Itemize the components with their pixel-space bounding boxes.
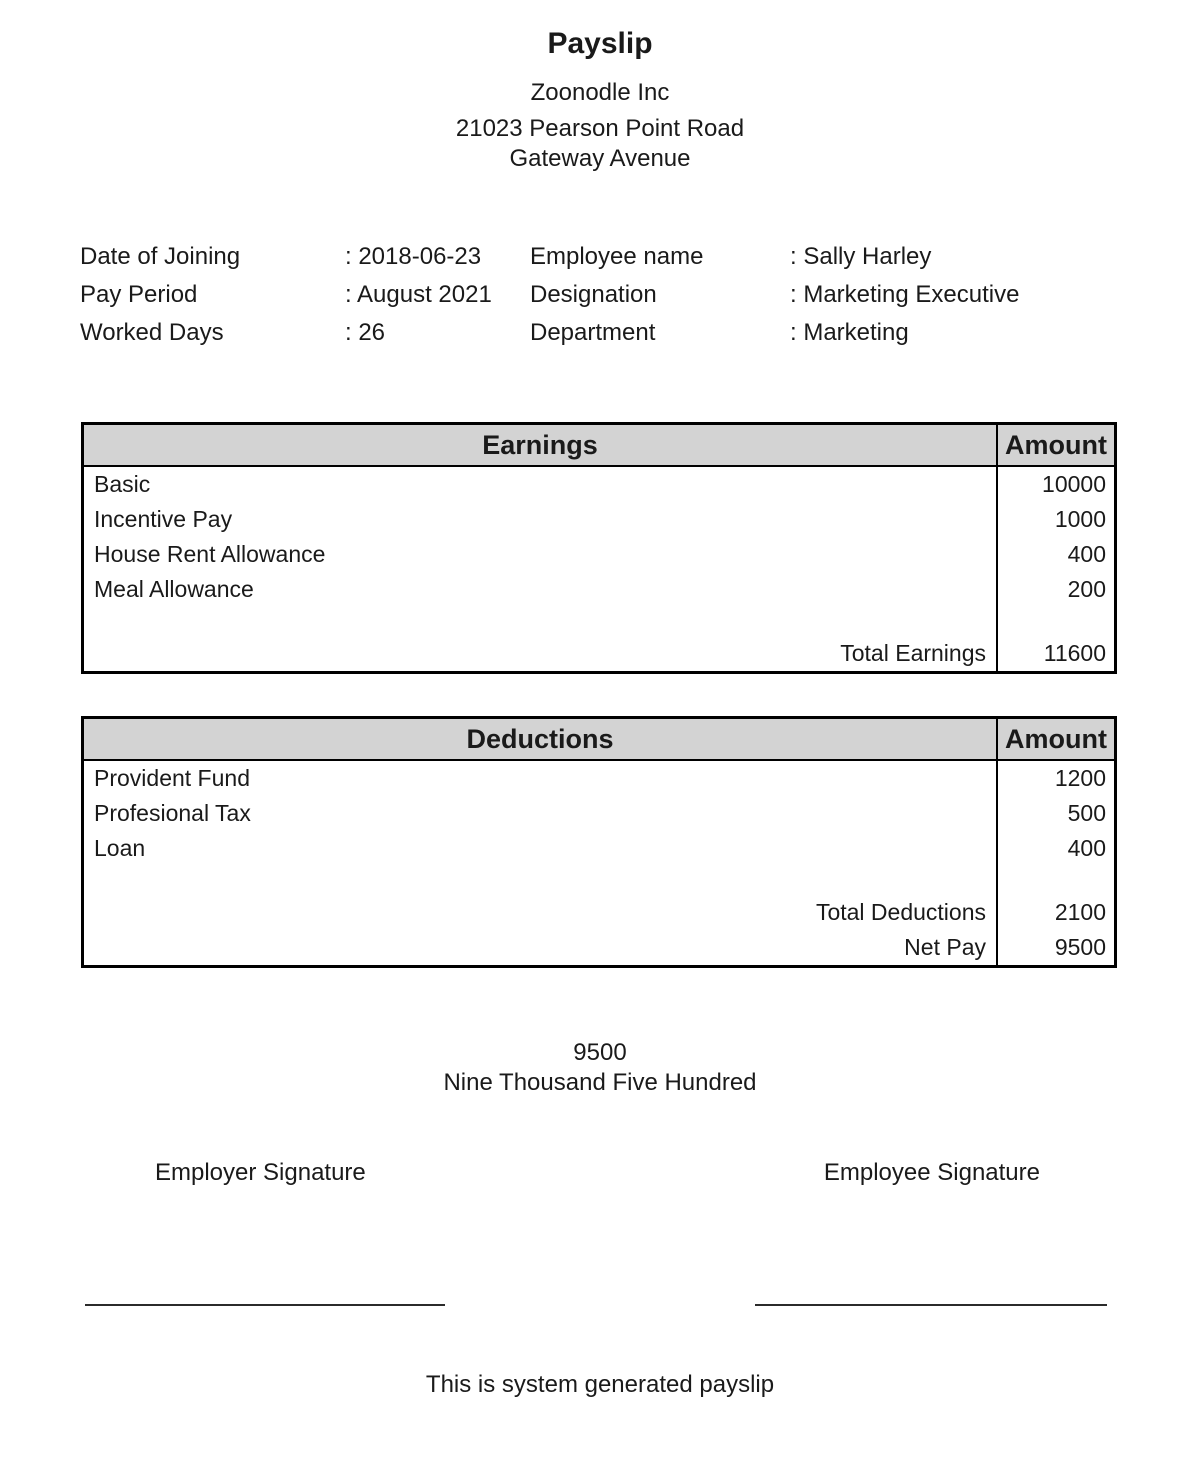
earnings-header-title: Earnings: [482, 429, 598, 460]
deduction-profesional-tax-amount: 500: [996, 796, 1114, 831]
net-pay-amount: 9500: [996, 930, 1114, 965]
worked-days-label: Worked Days: [80, 319, 224, 346]
info-row-date-of-joining: [80, 238, 530, 276]
total-earnings-amount: 11600: [996, 636, 1114, 671]
employer-signature-line: [85, 1304, 445, 1306]
department-value: : Marketing: [790, 319, 909, 346]
deductions-header-title: Deductions: [466, 723, 614, 754]
page-title: Payslip: [547, 27, 653, 60]
payslip-document: [0, 26, 1200, 1477]
earning-incentive-pay-amount: 1000: [996, 502, 1114, 537]
designation-label: Designation: [530, 281, 657, 308]
info-row-worked-days: [80, 314, 530, 352]
deductions-table-body: [84, 761, 1114, 965]
table-row: [84, 796, 1114, 831]
employee-info-section: [0, 238, 1200, 352]
company-address-line1: 21023 Pearson Point Road: [455, 115, 745, 142]
deduction-profesional-tax-label: Profesional Tax: [94, 800, 251, 826]
info-row-department: [530, 314, 1200, 352]
total-earnings-row: [84, 636, 1114, 671]
table-row: [84, 502, 1114, 537]
table-row: [84, 572, 1114, 607]
company-address-line2: Gateway Avenue: [509, 145, 691, 172]
earning-meal-allowance-amount: 200: [996, 572, 1114, 607]
system-generated-note: This is system generated payslip: [425, 1371, 775, 1398]
net-pay-label: Net Pay: [904, 934, 986, 960]
deduction-loan-amount: 400: [996, 831, 1114, 866]
deduction-provident-fund-label: Provident Fund: [94, 765, 250, 791]
deductions-table-header: [84, 719, 1114, 761]
earnings-table-body: [84, 467, 1114, 671]
date-of-joining-label: Date of Joining: [80, 243, 241, 270]
earnings-table-header: [84, 425, 1114, 467]
worked-days-value: : 26: [345, 319, 386, 346]
deductions-table: [81, 716, 1117, 968]
net-pay-words: Nine Thousand Five Hundred: [443, 1069, 757, 1096]
table-row: [84, 761, 1114, 796]
net-pay-row: [84, 930, 1114, 965]
net-pay-numeric: 9500: [573, 1039, 627, 1066]
department-label: Department: [530, 319, 656, 346]
deduction-provident-fund-amount: 1200: [996, 761, 1114, 796]
net-pay-summary: [0, 1038, 1200, 1098]
info-row-designation: [530, 276, 1200, 314]
employee-info-right-column: [530, 238, 1200, 352]
employee-name-label: Employee name: [530, 243, 704, 270]
deduction-loan-label: Loan: [94, 835, 146, 861]
info-row-employee-name: [530, 238, 1200, 276]
company-name: Zoonodle Inc: [530, 79, 670, 106]
earning-meal-allowance-label: Meal Allowance: [94, 576, 254, 602]
deductions-table-spacer: [84, 866, 1114, 895]
earning-house-rent-allowance-label: House Rent Allowance: [94, 541, 326, 567]
total-earnings-label: Total Earnings: [840, 640, 986, 666]
designation-value: : Marketing Executive: [790, 281, 1020, 308]
earning-basic-amount: 10000: [996, 467, 1114, 502]
total-deductions-amount: 2100: [996, 895, 1114, 930]
employee-signature-line: [755, 1304, 1107, 1306]
date-of-joining-value: : 2018-06-23: [345, 243, 482, 270]
table-row: [84, 537, 1114, 572]
pay-period-value: : August 2021: [345, 281, 492, 308]
earning-incentive-pay-label: Incentive Pay: [94, 506, 233, 532]
employer-signature-label: Employer Signature: [155, 1159, 366, 1186]
earning-house-rent-allowance-amount: 400: [996, 537, 1114, 572]
pay-period-label: Pay Period: [80, 281, 198, 308]
total-deductions-label: Total Deductions: [815, 899, 986, 925]
employee-name-value: : Sally Harley: [790, 243, 932, 270]
earnings-amount-header: Amount: [996, 425, 1114, 465]
employee-signature-label: Employee Signature: [823, 1159, 1040, 1186]
signature-lines: [0, 1304, 1200, 1306]
signature-labels: [0, 1158, 1200, 1188]
deductions-amount-header: Amount: [996, 719, 1114, 759]
earnings-table-spacer: [84, 607, 1114, 636]
table-row: [84, 831, 1114, 866]
earning-basic-label: Basic: [94, 471, 151, 497]
earnings-table: [81, 422, 1117, 674]
total-deductions-row: [84, 895, 1114, 930]
employee-info-left-column: [0, 238, 530, 352]
table-row: [84, 467, 1114, 502]
info-row-pay-period: [80, 276, 530, 314]
